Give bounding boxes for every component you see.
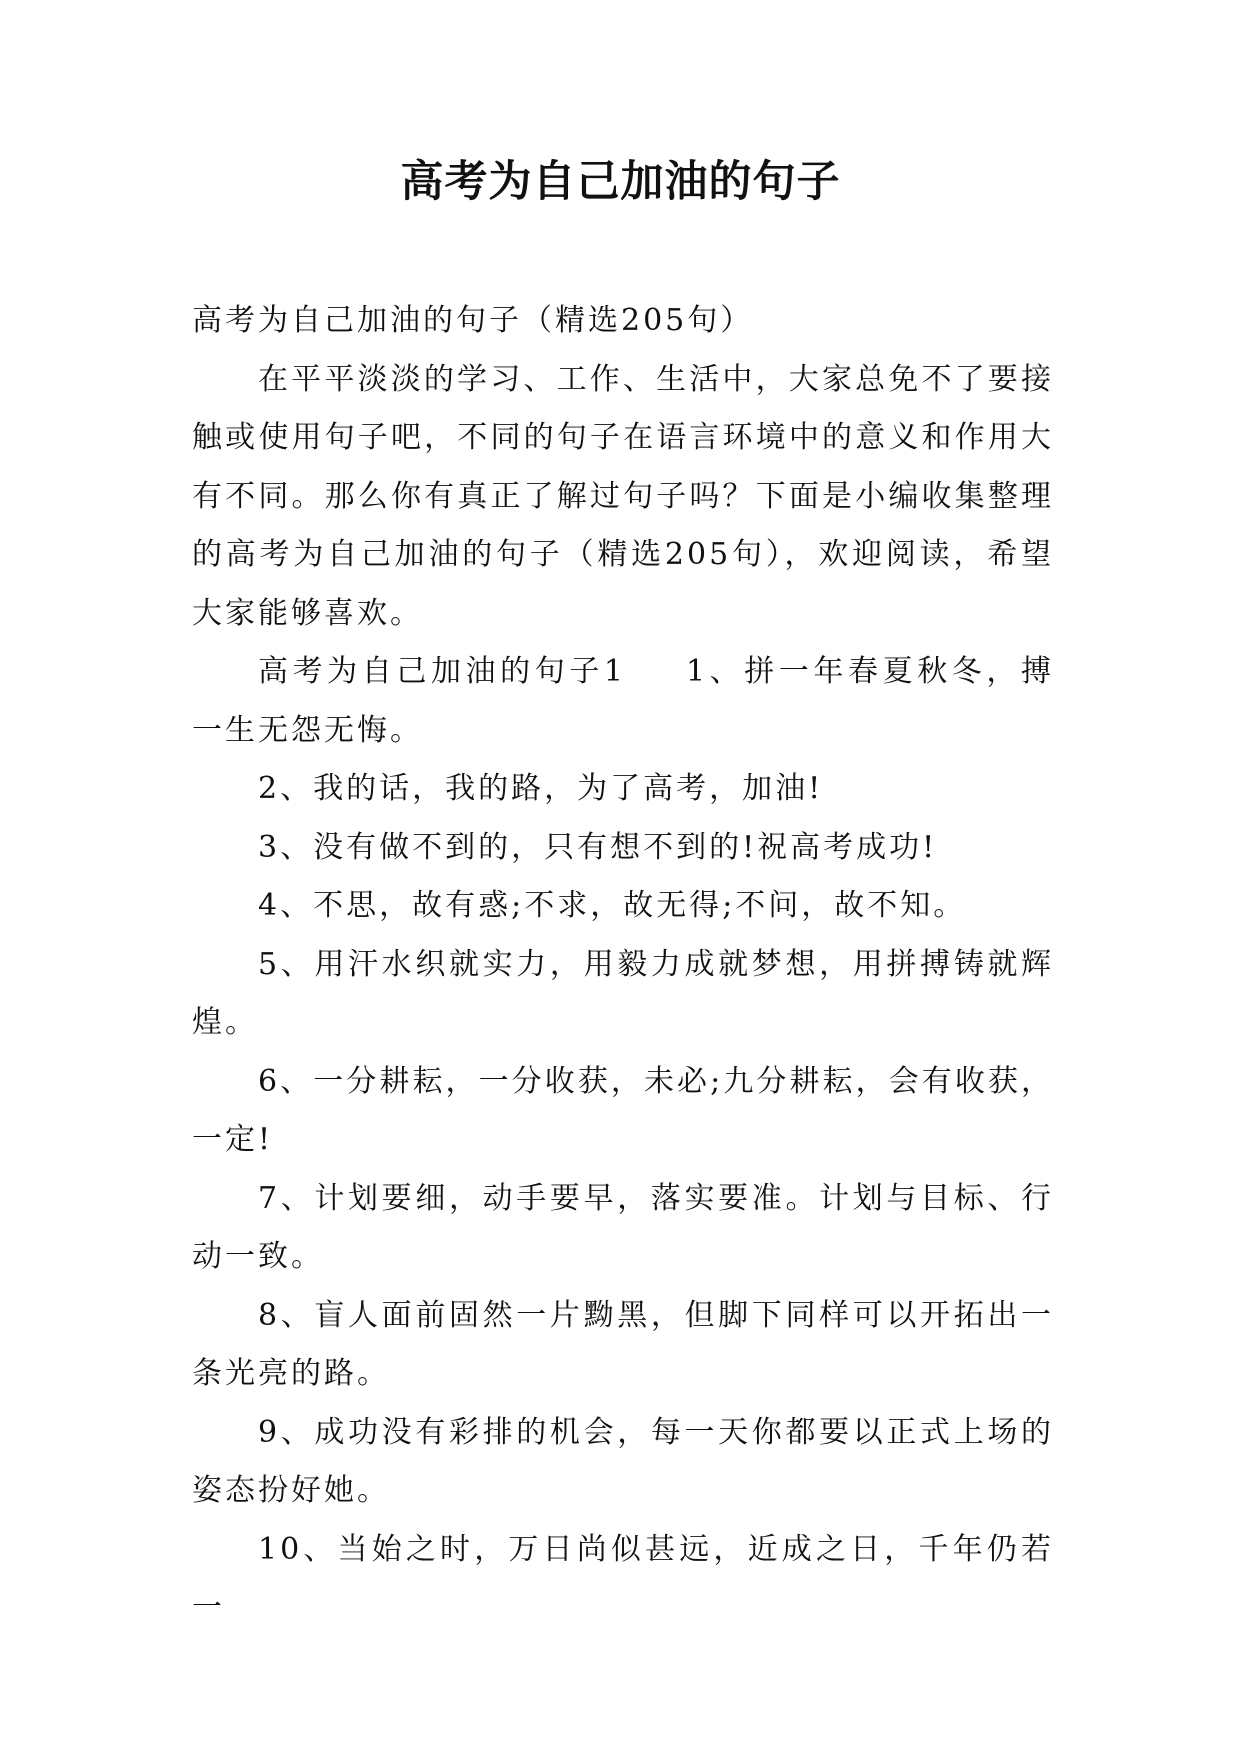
list-item: 5、用汗水织就实力，用毅力成就梦想，用拼搏铸就辉煌。 <box>192 946 1054 1040</box>
list-item: 8、盲人面前固然一片黝黑，但脚下同样可以开拓出一条光亮的路。 <box>192 1297 1054 1391</box>
document-subtitle: 高考为自己加油的句子（精选205句） <box>192 303 754 338</box>
document-body <box>192 292 1054 1638</box>
section-heading: 高考为自己加油的句子1 <box>258 654 626 689</box>
intro-paragraph: 在平平淡淡的学习、工作、生活中，大家总免不了要接触或使用句子吧，不同的句子在语言环境中的意义和作用大有不同。那么你有真正了解过句子吗？下面是小编收集整理的高考为自己加油的句子（精选205句），欢迎阅读，希望大家能够喜欢。 <box>192 361 1054 631</box>
list-item: 9、成功没有彩排的机会，每一天你都要以正式上场的姿态扮好她。 <box>192 1414 1054 1508</box>
section-paragraph <box>192 643 1054 760</box>
document-title: 高考为自己加油的句子 <box>400 157 841 207</box>
list-item: 10、当始之时，万日尚似甚远，近成之日，千年仍若一 <box>192 1531 1054 1625</box>
list-item: 3、没有做不到的，只有想不到的!祝高考成功! <box>258 829 938 865</box>
list-item: 2、我的话，我的路，为了高考，加油! <box>258 771 824 806</box>
list-item: 6、一分耕耘，一分收获，未必;九分耕耘，会有收获，一定! <box>192 1063 1054 1157</box>
list-item: 7、计划要细，动手要早，落实要准。计划与目标、行动一致。 <box>192 1180 1054 1274</box>
list-item: 4、不思，故有惑;不求，故无得;不问，故不知。 <box>258 888 967 923</box>
list-item-1: 1、拼一年春夏秋冬，搏一生无怨无悔。 <box>192 654 1054 748</box>
